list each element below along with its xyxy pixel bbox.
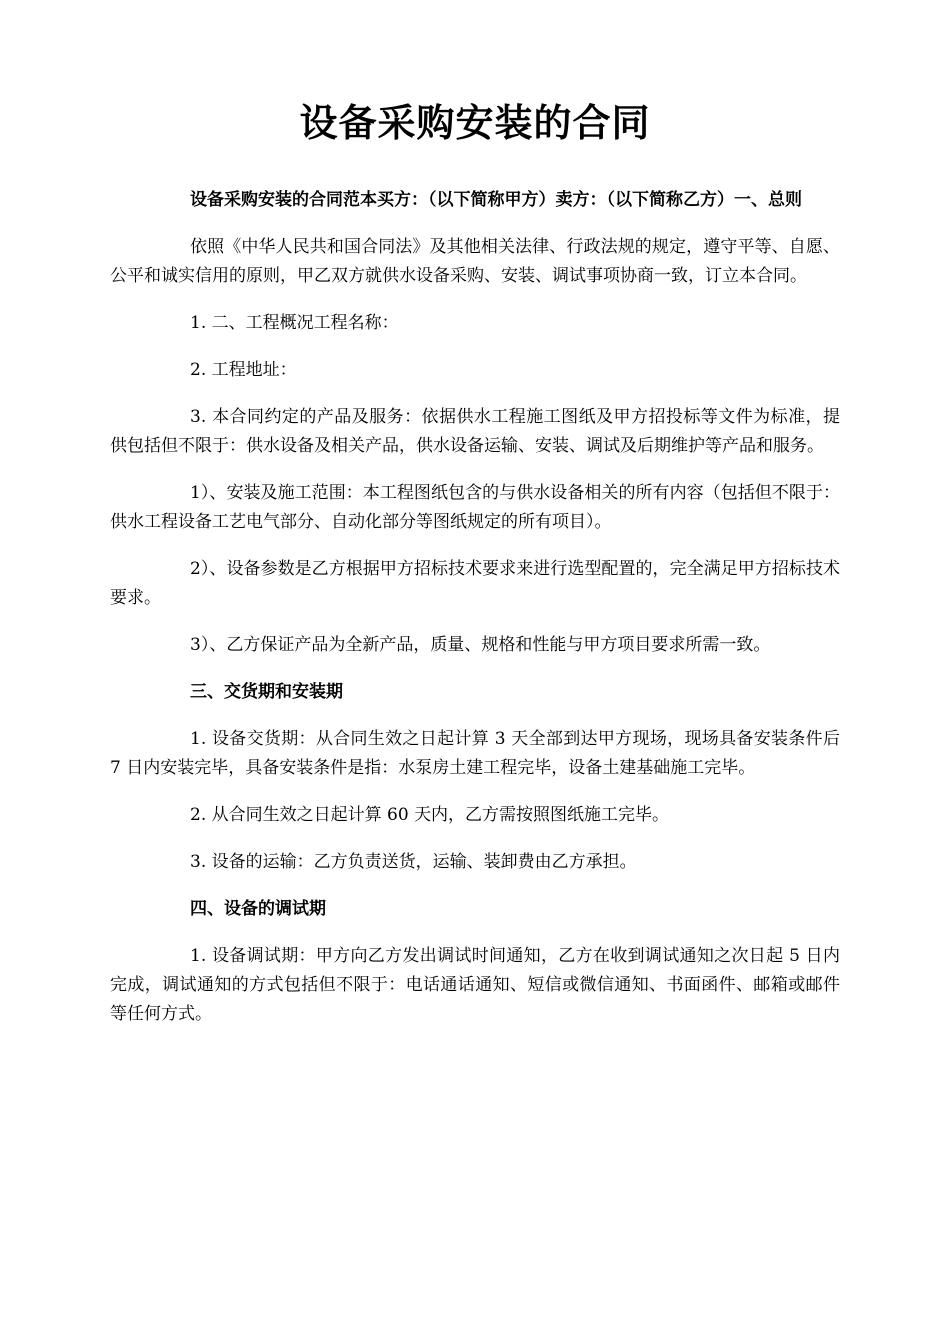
project-name-item: 1. 二、工程概况工程名称： <box>190 313 399 333</box>
equipment-parameters-item: 2）、设备参数是乙方根据甲方招标技术要求来进行选型配置的，完全满足甲方招标技术要求。 <box>110 559 840 608</box>
construction-period-item: 2. 从合同生效之日起计算 60 天内，乙方需按照图纸施工完毕。 <box>190 805 670 825</box>
installation-scope-item: 1）、安装及施工范围：本工程图纸包含的与供水设备相关的所有内容（包括但不限于：供水工程设备工艺电气部分、自动化部分等图纸规定的所有项目）。 <box>110 483 840 532</box>
document-title: 设备采购安装的合同 <box>299 101 651 145</box>
intro-heading: 设备采购安装的合同范本买方：（以下简称甲方）卖方：（以下简称乙方）一、总则 <box>190 190 802 210</box>
products-services-item: 3. 本合同约定的产品及服务：依据供水工程施工图纸及甲方招投标等文件为标准，提供包括但不限于：供水设备及相关产品，供水设备运输、安装、调试及后期维护等产品和服务。 <box>110 407 840 456</box>
document-body <box>110 186 840 1047</box>
project-address-item: 2. 工程地址： <box>190 360 297 380</box>
product-guarantee-item: 3）、乙方保证产品为全新产品，质量、规格和性能与甲方项目要求所需一致。 <box>190 635 771 655</box>
section-heading-commissioning: 四、设备的调试期 <box>190 899 326 919</box>
general-principles-paragraph: 依照《中华人民共和国合同法》及其他相关法律、行政法规的规定，遵守平等、自愿、公平和诚实信用的原则，甲乙双方就供水设备采购、安装、调试事项协商一致，订立本合同。 <box>110 237 840 286</box>
delivery-period-item: 1. 设备交货期：从合同生效之日起计算 3 天全部到达甲方现场，现场具备安装条件后 7 日内安装完毕，具备安装条件是指：水泵房土建工程完毕，设备土建基础施工完毕。 <box>110 729 840 778</box>
transport-item: 3. 设备的运输：乙方负责送货，运输、装卸费由乙方承担。 <box>190 852 637 872</box>
commissioning-period-item: 1. 设备调试期：甲方向乙方发出调试时间通知，乙方在收到调试通知之次日起 5 日内完成，调试通知的方式包括但不限于：电话通话通知、短信或微信通知、书面函件、邮箱或邮件等任何方式。 <box>110 946 840 1024</box>
section-heading-delivery: 三、交货期和安装期 <box>190 682 343 702</box>
